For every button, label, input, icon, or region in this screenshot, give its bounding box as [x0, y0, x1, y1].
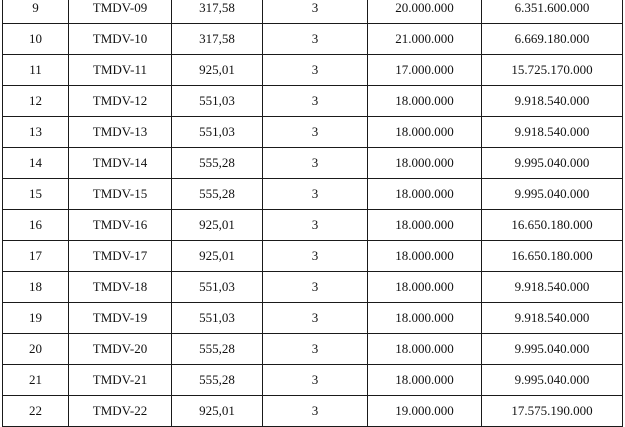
price-table-body	[3, 0, 623, 427]
unit-code-cell: TMDV-16	[69, 210, 172, 241]
unit-price-cell: 18.000.000	[368, 303, 482, 334]
quantity-cell: 3	[263, 210, 368, 241]
area-cell: 555,28	[172, 365, 263, 396]
total-price-cell: 17.575.190.000	[482, 396, 623, 427]
area-cell: 551,03	[172, 272, 263, 303]
area-cell: 551,03	[172, 117, 263, 148]
total-price-cell: 9.918.540.000	[482, 272, 623, 303]
area-cell: 317,58	[172, 24, 263, 55]
unit-code-cell: TMDV-09	[69, 0, 172, 24]
table-row	[3, 0, 623, 24]
area-cell: 317,58	[172, 0, 263, 24]
quantity-cell: 3	[263, 148, 368, 179]
table-row	[3, 303, 623, 334]
unit-price-cell: 17.000.000	[368, 55, 482, 86]
area-cell: 925,01	[172, 210, 263, 241]
unit-code-cell: TMDV-12	[69, 86, 172, 117]
total-price-cell: 9.918.540.000	[482, 117, 623, 148]
unit-price-cell: 18.000.000	[368, 272, 482, 303]
total-price-cell: 6.669.180.000	[482, 24, 623, 55]
unit-code-cell: TMDV-11	[69, 55, 172, 86]
table-row	[3, 86, 623, 117]
quantity-cell: 3	[263, 396, 368, 427]
quantity-cell: 3	[263, 86, 368, 117]
unit-price-cell: 19.000.000	[368, 396, 482, 427]
row-index-cell: 14	[3, 148, 69, 179]
area-cell: 925,01	[172, 55, 263, 86]
unit-price-cell: 18.000.000	[368, 210, 482, 241]
total-price-cell: 15.725.170.000	[482, 55, 623, 86]
unit-price-cell: 18.000.000	[368, 334, 482, 365]
total-price-cell: 9.995.040.000	[482, 148, 623, 179]
quantity-cell: 3	[263, 117, 368, 148]
quantity-cell: 3	[263, 55, 368, 86]
table-row	[3, 241, 623, 272]
unit-price-cell: 18.000.000	[368, 148, 482, 179]
table-row	[3, 210, 623, 241]
unit-price-cell: 18.000.000	[368, 86, 482, 117]
table-row	[3, 365, 623, 396]
quantity-cell: 3	[263, 334, 368, 365]
unit-code-cell: TMDV-10	[69, 24, 172, 55]
area-cell: 925,01	[172, 396, 263, 427]
table-row	[3, 148, 623, 179]
unit-price-cell: 21.000.000	[368, 24, 482, 55]
unit-code-cell: TMDV-22	[69, 396, 172, 427]
quantity-cell: 3	[263, 241, 368, 272]
total-price-cell: 9.918.540.000	[482, 303, 623, 334]
table-row	[3, 396, 623, 427]
area-cell: 551,03	[172, 303, 263, 334]
table-row	[3, 272, 623, 303]
unit-price-cell: 18.000.000	[368, 241, 482, 272]
unit-price-cell: 18.000.000	[368, 365, 482, 396]
row-index-cell: 17	[3, 241, 69, 272]
unit-price-cell: 18.000.000	[368, 179, 482, 210]
unit-code-cell: TMDV-13	[69, 117, 172, 148]
quantity-cell: 3	[263, 365, 368, 396]
table-row	[3, 55, 623, 86]
row-index-cell: 13	[3, 117, 69, 148]
row-index-cell: 20	[3, 334, 69, 365]
quantity-cell: 3	[263, 24, 368, 55]
row-index-cell: 9	[3, 0, 69, 24]
table-row	[3, 179, 623, 210]
row-index-cell: 18	[3, 272, 69, 303]
unit-code-cell: TMDV-18	[69, 272, 172, 303]
price-table	[2, 0, 623, 427]
row-index-cell: 16	[3, 210, 69, 241]
total-price-cell: 9.995.040.000	[482, 365, 623, 396]
row-index-cell: 10	[3, 24, 69, 55]
unit-code-cell: TMDV-21	[69, 365, 172, 396]
table-row	[3, 117, 623, 148]
area-cell: 551,03	[172, 86, 263, 117]
total-price-cell: 16.650.180.000	[482, 241, 623, 272]
row-index-cell: 19	[3, 303, 69, 334]
quantity-cell: 3	[263, 0, 368, 24]
unit-code-cell: TMDV-15	[69, 179, 172, 210]
total-price-cell: 16.650.180.000	[482, 210, 623, 241]
area-cell: 555,28	[172, 334, 263, 365]
unit-price-cell: 20.000.000	[368, 0, 482, 24]
unit-code-cell: TMDV-20	[69, 334, 172, 365]
total-price-cell: 9.995.040.000	[482, 179, 623, 210]
row-index-cell: 22	[3, 396, 69, 427]
total-price-cell: 9.918.540.000	[482, 86, 623, 117]
area-cell: 555,28	[172, 179, 263, 210]
quantity-cell: 3	[263, 272, 368, 303]
area-cell: 555,28	[172, 148, 263, 179]
row-index-cell: 12	[3, 86, 69, 117]
unit-code-cell: TMDV-17	[69, 241, 172, 272]
quantity-cell: 3	[263, 179, 368, 210]
row-index-cell: 15	[3, 179, 69, 210]
table-row	[3, 334, 623, 365]
quantity-cell: 3	[263, 303, 368, 334]
unit-code-cell: TMDV-14	[69, 148, 172, 179]
area-cell: 925,01	[172, 241, 263, 272]
table-row	[3, 24, 623, 55]
unit-price-cell: 18.000.000	[368, 117, 482, 148]
total-price-cell: 6.351.600.000	[482, 0, 623, 24]
row-index-cell: 21	[3, 365, 69, 396]
unit-code-cell: TMDV-19	[69, 303, 172, 334]
row-index-cell: 11	[3, 55, 69, 86]
total-price-cell: 9.995.040.000	[482, 334, 623, 365]
